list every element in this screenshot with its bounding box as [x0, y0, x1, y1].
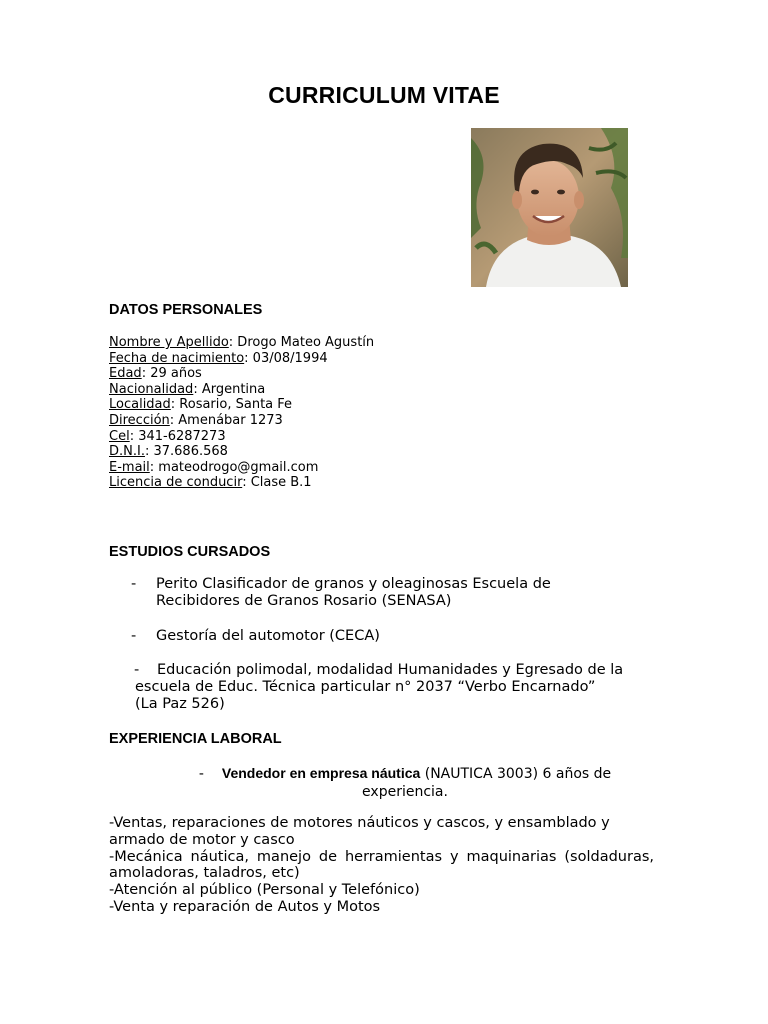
experience-list	[109, 815, 654, 916]
personal-value: : Argentina	[193, 381, 266, 397]
experience-item: -Mecánica náutica, manejo de herramientas y maquinarias (soldaduras, amoladoras, taladros, etc)	[109, 848, 654, 882]
personal-value: : 341-6287273	[129, 428, 226, 444]
list-dash: -	[134, 662, 140, 678]
personal-row-nationality	[109, 382, 374, 398]
personal-data-list	[109, 335, 374, 491]
personal-row-license	[109, 475, 374, 491]
personal-row-age	[109, 366, 374, 382]
studies-heading: ESTUDIOS CURSADOS	[109, 544, 271, 560]
personal-label: Edad	[109, 366, 142, 382]
experience-item: -Venta y reparación de Autos y Motos	[109, 898, 381, 915]
personal-value: : Drogo Mateo Agustín	[228, 335, 375, 350]
document-title: CURRICULUM VITAE	[268, 82, 500, 108]
personal-row-name	[109, 335, 374, 351]
profile-photo-image	[471, 128, 628, 287]
studies-item-text	[156, 628, 676, 645]
studies-line: Gestoría del automotor (CECA)	[156, 628, 380, 644]
studies-line: escuela de Educ. Técnica particular n° 2037 “Verbo Encarnado”	[135, 679, 596, 695]
personal-label: Nombre y Apellido	[109, 335, 229, 350]
experience-heading: EXPERIENCIA LABORAL	[109, 731, 282, 747]
studies-line: Recibidores de Granos Rosario (SENASA)	[156, 593, 452, 609]
personal-value: : 03/08/1994	[244, 350, 328, 366]
personal-label: E-mail	[109, 459, 150, 475]
personal-row-phone	[109, 429, 374, 445]
personal-row-dni	[109, 444, 374, 460]
personal-value: : 29 años	[141, 366, 202, 382]
personal-value: : mateodrogo@gmail.com	[149, 459, 319, 475]
studies-item-text	[156, 576, 676, 610]
job-line	[110, 764, 700, 783]
list-dash: -	[131, 628, 137, 644]
studies-item-text	[135, 679, 675, 713]
profile-photo	[471, 128, 628, 287]
studies-line: Educación polimodal, modalidad Humanidades y Egresado de la	[157, 662, 624, 678]
studies-item-text	[157, 662, 657, 679]
personal-label: Nacionalidad	[109, 381, 194, 397]
personal-data-heading: DATOS PERSONALES	[109, 302, 263, 318]
personal-row-email	[109, 460, 374, 476]
personal-label: Fecha de nacimiento	[109, 350, 245, 366]
personal-label: Dirección	[109, 412, 170, 428]
experience-item: -Ventas, reparaciones de motores náuticos y cascos, y ensamblado y armado de motor y casco	[109, 815, 610, 848]
list-dash: -	[198, 766, 204, 782]
studies-line: Perito Clasificador de granos y oleaginosas Escuela de	[156, 576, 551, 592]
job-detail-line: experiencia.	[362, 784, 448, 800]
personal-label: Licencia de conducir	[109, 475, 243, 491]
personal-row-locality	[109, 397, 374, 413]
personal-row-birthdate	[109, 351, 374, 367]
personal-row-address	[109, 413, 374, 429]
personal-label: D.N.I.	[109, 444, 145, 460]
experience-item: -Atención al público (Personal y Telefónico)	[109, 882, 420, 899]
job-role: Vendedor en empresa náutica	[221, 765, 421, 781]
personal-value: : Rosario, Santa Fe	[170, 397, 293, 413]
personal-label: Cel	[109, 428, 130, 444]
list-dash: -	[131, 576, 137, 592]
personal-label: Localidad	[109, 397, 171, 413]
job-detail: (NAUTICA 3003) 6 años de	[420, 766, 612, 782]
personal-value: : Amenábar 1273	[169, 412, 283, 428]
studies-line: (La Paz 526)	[135, 696, 225, 712]
personal-value: : 37.686.568	[144, 444, 228, 460]
personal-value: : Clase B.1	[242, 475, 312, 491]
job-title-block	[110, 764, 700, 801]
